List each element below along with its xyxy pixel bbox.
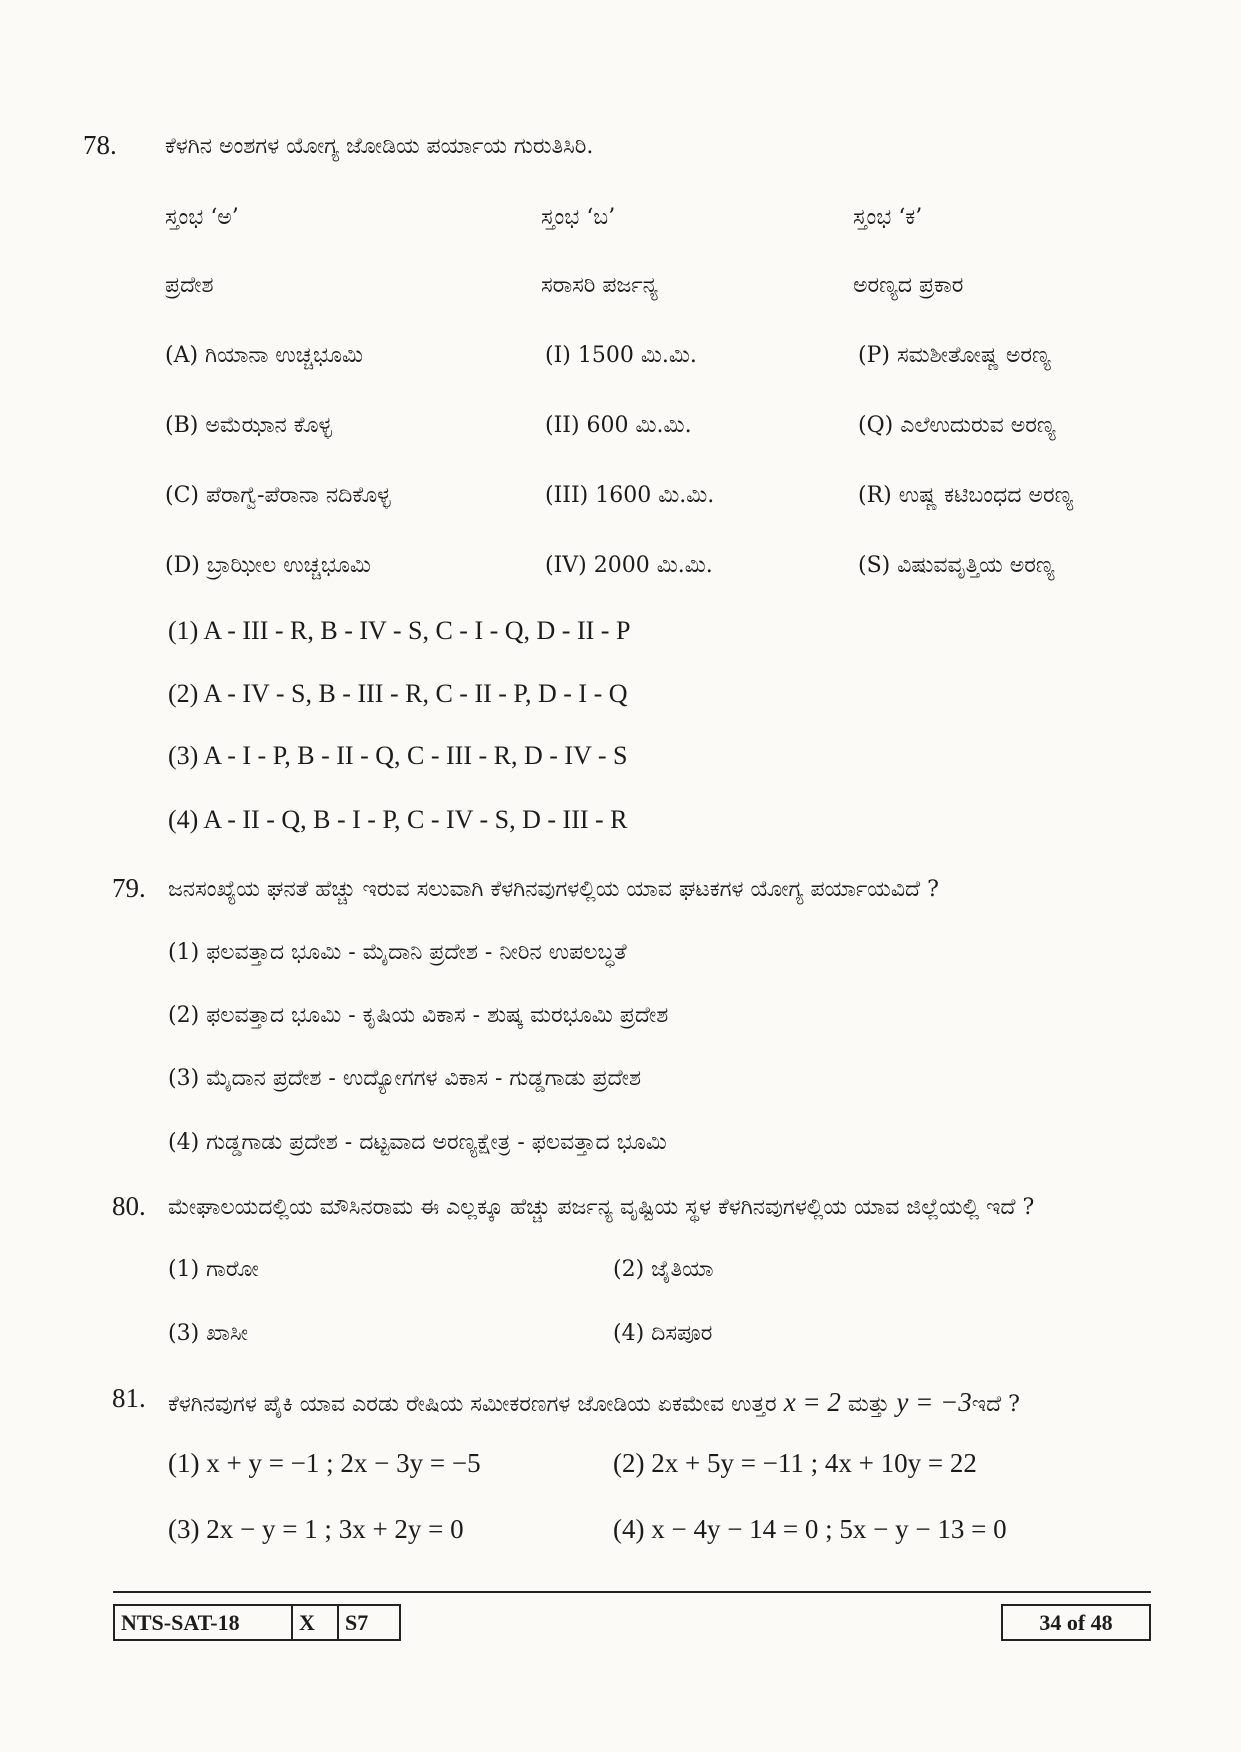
column-a-item: (B) ಅಮೆಝಾನ ಕೊಳ್ಳ bbox=[165, 413, 332, 438]
question-81-text-post: ಇದೆ ? bbox=[971, 1392, 1020, 1417]
question-81-text-mid: ಮತ್ತು bbox=[847, 1392, 890, 1417]
column-b-item: (III) 1600 ಮಿ.ಮಿ. bbox=[545, 483, 715, 508]
answer-option: (1) ಫಲವತ್ತಾದ ಭೂಮಿ - ಮೈದಾನಿ ಪ್ರದೇಶ - ನೀರಿನ ಉಪಲಬ್ಧತೆ bbox=[168, 940, 627, 965]
question-81-number: 81. bbox=[112, 1383, 146, 1413]
column-c-header: ಸ್ತಂಭ ‘ಕ’ bbox=[853, 205, 923, 230]
answer-option: (4) ಗುಡ್ಡಗಾಡು ಪ್ರದೇಶ - ದಟ್ಟವಾದ ಅರಣ್ಯಕ್ಷೇತ್ರ - ಫಲವತ್ತಾದ ಭೂಮಿ bbox=[168, 1130, 667, 1155]
column-c-item: (Q) ಎಲೆಉದುರುವ ಅರಣ್ಯ bbox=[858, 413, 1056, 438]
footer-code-box bbox=[113, 1604, 401, 1641]
question-81-text bbox=[168, 1387, 1020, 1418]
question-78-text: ಕೆಳಗಿನ ಅಂಶಗಳ ಯೋಗ್ಯ ಜೋಡಿಯ ಪರ್ಯಾಯ ಗುರುತಿಸಿರಿ. bbox=[165, 134, 594, 159]
answer-option: (1) A - III - R, B - IV - S, C - I - Q, D - II - P bbox=[168, 616, 631, 645]
question-78-number: 78. bbox=[83, 130, 117, 160]
column-a-subheader: ಪ್ರದೇಶ bbox=[165, 273, 214, 298]
column-b-subheader: ಸರಾಸರಿ ಪರ್ಜನ್ಯ bbox=[541, 273, 658, 298]
column-a-header: ಸ್ತಂಭ ‘ಅ’ bbox=[165, 205, 239, 230]
column-b-item: (I) 1500 ಮಿ.ಮಿ. bbox=[545, 343, 697, 368]
answer-option: (1) x + y = −1 ; 2x − 3y = −5 bbox=[168, 1448, 481, 1478]
answer-option: (3) ಮೈದಾನ ಪ್ರದೇಶ - ಉದ್ಯೋಗಗಳ ವಿಕಾಸ - ಗುಡ್ಡಗಾಡು ಪ್ರದೇಶ bbox=[168, 1066, 642, 1091]
set-code: S7 bbox=[337, 1606, 399, 1639]
question-80-text: ಮೇಘಾಲಯದಲ್ಲಿಯ ಮೌಸಿನರಾಮ ಈ ಎಲ್ಲಕ್ಕೂ ಹೆಚ್ಚು ಪರ್ಜನ್ಯ ವೃಷ್ಟಿಯ ಸ್ಥಳ ಕೆಳಗಿನವುಗಳಲ್ಲಿಯ ಯಾವ ಜಿಲ್ಲೆಯಲ್ಲಿ ಇದೆ ? bbox=[168, 1195, 1035, 1220]
answer-option: (3) A - I - P, B - II - Q, C - III - R, D - IV - S bbox=[168, 741, 628, 770]
question-79-number: 79. bbox=[112, 873, 146, 903]
column-b-item: (IV) 2000 ಮಿ.ಮಿ. bbox=[545, 553, 713, 578]
column-b-header: ಸ್ತಂಭ ‘ಬ’ bbox=[541, 205, 616, 230]
column-a-item: (C) ಪೆರಾಗ್ವೆ-ಪೆರಾನಾ ನದಿಕೊಳ್ಳ bbox=[165, 483, 391, 508]
question-81-x-value: x = 2 bbox=[783, 1387, 841, 1417]
question-81-y-value: y = −3 bbox=[896, 1387, 972, 1417]
page-number-box bbox=[1001, 1604, 1151, 1641]
answer-option: (1) ಗಾರೋ bbox=[168, 1257, 259, 1282]
column-c-item: (R) ಉಷ್ಣ ಕಟಿಬಂಧದ ಅರಣ್ಯ bbox=[858, 483, 1074, 508]
answer-option: (2) ಫಲವತ್ತಾದ ಭೂಮಿ - ಕೃಷಿಯ ವಿಕಾಸ - ಶುಷ್ಕ ಮರಭೂಮಿ ಪ್ರದೇಶ bbox=[168, 1003, 669, 1028]
column-a-item: (A) ಗಿಯಾನಾ ಉಚ್ಚಭೂಮಿ bbox=[165, 343, 364, 368]
page-number: 34 of 48 bbox=[1039, 1609, 1113, 1635]
answer-option: (4) x − 4y − 14 = 0 ; 5x − y − 13 = 0 bbox=[613, 1514, 1007, 1544]
column-a-item: (D) ಬ್ರಾಝೀಲ ಉಚ್ಚಭೂಮಿ bbox=[165, 553, 371, 578]
answer-option: (4) A - II - Q, B - I - P, C - IV - S, D - III - R bbox=[168, 805, 628, 834]
answer-option: (3) ಖಾಸೀ bbox=[168, 1321, 248, 1346]
question-80-number: 80. bbox=[112, 1191, 146, 1221]
column-c-item: (S) ವಿಷುವವೃತ್ತಿಯ ಅರಣ್ಯ bbox=[858, 553, 1055, 578]
answer-option: (2) 2x + 5y = −11 ; 4x + 10y = 22 bbox=[613, 1448, 977, 1478]
exam-code: NTS-SAT-18 bbox=[121, 1609, 240, 1635]
column-c-subheader: ಅರಣ್ಯದ ಪ್ರಕಾರ bbox=[853, 273, 964, 298]
answer-option: (3) 2x − y = 1 ; 3x + 2y = 0 bbox=[168, 1514, 464, 1544]
column-b-item: (II) 600 ಮಿ.ಮಿ. bbox=[545, 413, 692, 438]
column-c-item: (P) ಸಮಶೀತೋಷ್ಣ ಅರಣ್ಯ bbox=[858, 343, 1051, 368]
answer-option: (2) ಜೈತಿಯಾ bbox=[613, 1257, 714, 1282]
question-79-text: ಜನಸಂಖ್ಯೆಯ ಘನತೆ ಹೆಚ್ಚು ಇರುವ ಸಲುವಾಗಿ ಕೆಳಗಿನವುಗಳಲ್ಲಿಯ ಯಾವ ಘಟಕಗಳ ಯೋಗ್ಯ ಪರ್ಯಾಯವಿದೆ ? bbox=[168, 877, 939, 902]
answer-option: (2) A - IV - S, B - III - R, C - II - P, D - I - Q bbox=[168, 679, 628, 708]
language-code: X bbox=[291, 1606, 337, 1639]
answer-option: (4) ದಿಸಪೂರ bbox=[613, 1321, 713, 1346]
footer-rule bbox=[113, 1591, 1151, 1593]
question-81-text-pre: ಕೆಳಗಿನವುಗಳ ಪೈಕಿ ಯಾವ ಎರಡು ರೇಷಿಯ ಸಮೀಕರಣಗಳ ಜೋಡಿಯ ಏಕಮೇವ ಉತ್ತರ bbox=[168, 1392, 777, 1417]
